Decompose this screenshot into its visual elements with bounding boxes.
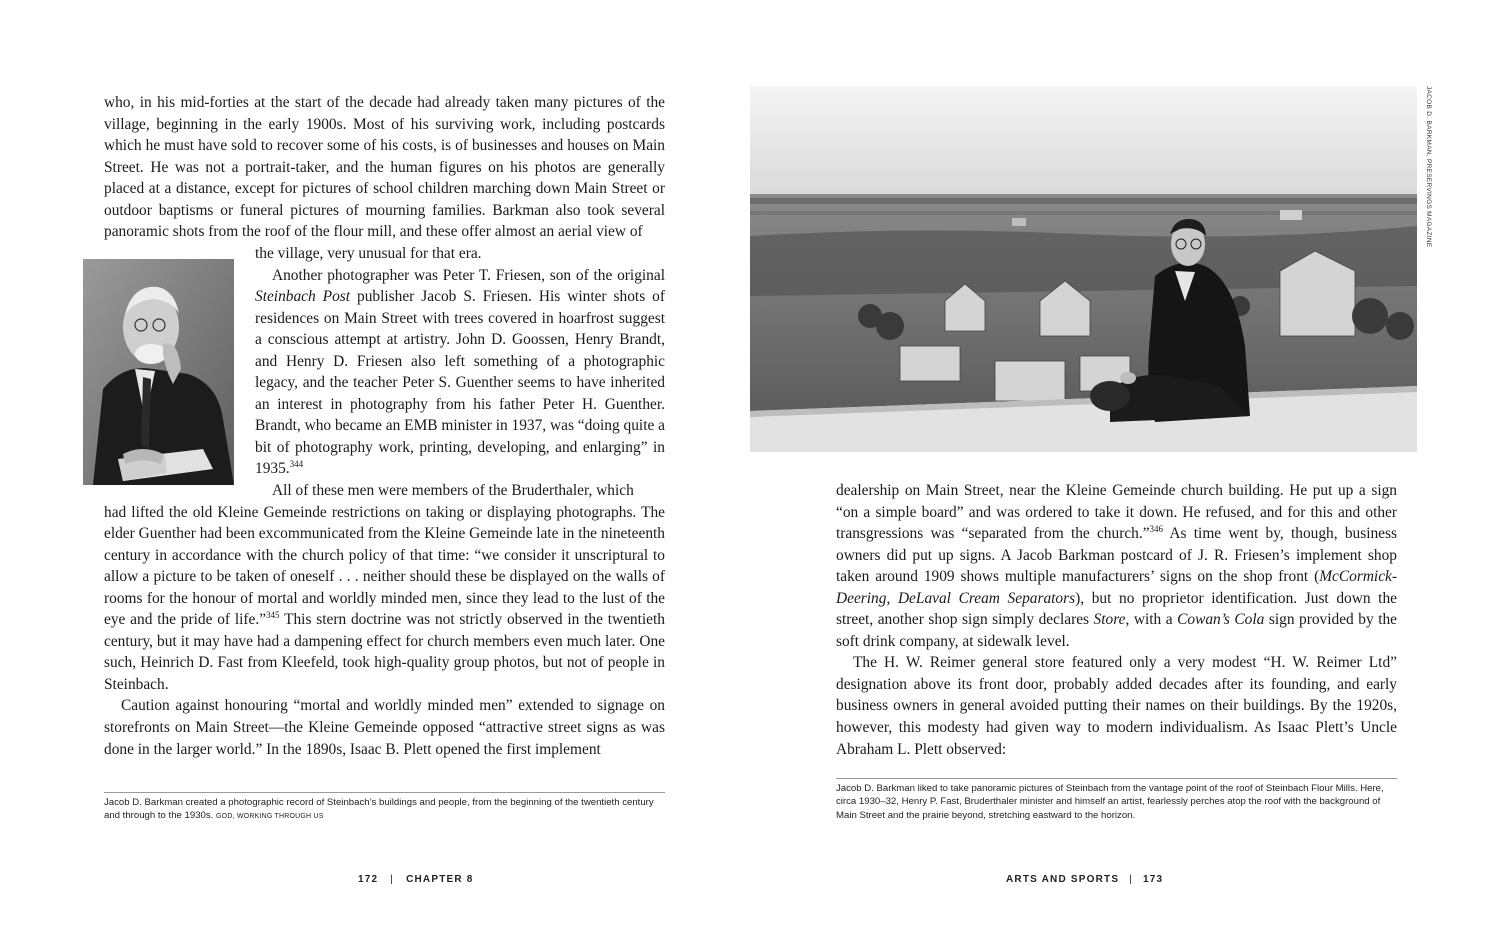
text-run: publisher Jacob S. Friesen. His winter shots of residences on Main Street with trees covered in hoarfrost suggest a conscious attempt at artistry. John D. Goossen, Henry Brandt, and Henry D. Friesen also left something of a photographic legacy, and the teacher Peter S. Guenther seems to have inherited an interest in photography from his father Peter H. Guenther. Brandt, who became an EMB minister in 1937, was “doing quite a bit of photography work, printing, developing, and enlarging” in 1935.	[255, 288, 665, 478]
right-text-block	[836, 480, 1397, 760]
left-caption-rule	[104, 792, 665, 793]
footer-separator: |	[1129, 874, 1133, 885]
portrait-photo-art	[83, 259, 234, 485]
italic-run: DeLaval Cream Separators	[897, 589, 1076, 607]
text-run: ), but no proprietor identification. Just down the street, another shop sign simply declares	[836, 589, 1397, 629]
left-paragraph-1-text: who, in his mid-forties at the start of the decade had already taken many pictures of the village, beginning in the early 1900s. Most of his surviving work, including postcards which he must have sold to recover some of his costs, is of businesses and houses on Main Street. He was not a portrait-taker, and the human figures on his photos are generally placed at a distance, except for pictures of school children marching down Main Street or outdoor baptisms or funeral pictures of mourning families. Barkman also took several panoramic shots from the roof of the flour mill, and these offer almost an aerial view of	[104, 94, 665, 241]
italic-run: McCormick-Deering	[836, 568, 1397, 607]
running-head: ARTS AND SPORTS	[1006, 874, 1120, 885]
text-run: Another photographer was Peter T. Friesen, son of the original	[272, 266, 665, 284]
left-paragraph-1-tail	[255, 243, 665, 265]
left-paragraph-4-text: Caution against honouring “mortal and worldly minded men” extended to signage on storefronts on Main Street—the Kleine Gemeinde opposed “attractive street signs as was done in the larger world.” In the 1890s, Isaac B. Plett opened the first implement	[104, 697, 665, 758]
text-run: As time went by, though, business owners did put up signs. A Jacob Barkman postcard of J. R. Friesen’s implement shop taken around 1909 shows multiple manufacturers’ signs on the shop front (	[836, 525, 1397, 586]
left-caption	[104, 796, 665, 824]
left-paragraph-3-text	[104, 502, 665, 696]
right-paragraph-2-text: The H. W. Reimer general store featured only a very modest “H. W. Reimer Ltd” designation above its front door, probably added decades after its founding, and early business owners in general avoided putting their names on their buildings. By the 1920s, however, this modesty had given way to modern individualism. As Isaac Plett’s Uncle Abraham L. Plett observed:	[836, 654, 1397, 758]
right-footer	[1006, 874, 1163, 885]
italic-run: Steinbach Post	[255, 288, 351, 306]
italic-run: Store	[1093, 611, 1126, 629]
caption-credit: GOD, WORKING THROUGH US	[216, 813, 324, 821]
panorama-photo-rooftop	[750, 86, 1417, 452]
right-caption-rule	[836, 778, 1397, 779]
italic-run: Cowan’s Cola	[1177, 611, 1265, 629]
running-head: CHAPTER 8	[406, 874, 474, 885]
left-paragraph-2	[255, 265, 665, 480]
footnote-ref: 344	[289, 459, 304, 470]
left-paragraph-3	[104, 502, 665, 761]
caption-text: Jacob D. Barkman created a photographic record of Steinbach’s buildings and people, from the beginning of the twentieth century and through to the 1930s.	[104, 797, 654, 822]
right-caption	[836, 782, 1397, 822]
text-run: , with a	[1125, 611, 1178, 629]
photo-credit-vertical	[1418, 86, 1432, 248]
portrait-photo-barkman	[83, 259, 234, 485]
left-paragraph-1	[104, 92, 665, 243]
left-paragraph-3-first	[255, 480, 665, 502]
panorama-photo-art	[750, 86, 1417, 452]
text-run: sign provided by the soft drink company, at sidewalk level.	[836, 611, 1397, 650]
left-paragraph-2-text	[255, 265, 665, 480]
left-paragraph-3-first-text: All of these men were members of the Bruderthaler, which	[272, 482, 634, 499]
left-paragraph-1-tail-text: the village, very unusual for that era.	[255, 245, 482, 262]
left-footer	[358, 874, 474, 885]
caption-text: Jacob D. Barkman liked to take panoramic pictures of Steinbach from the vantage point of the roof of Steinbach Flour Mills. Here, circa 1930–32, Henry P. Fast, Bruderthaler minister and himself an artist, fearlessly perches atop the roof with the background of Main Street and the prairie beyond, stretching eastward to the horizon.	[836, 783, 1384, 821]
right-paragraph-1-text	[836, 480, 1397, 652]
footer-separator: |	[390, 874, 395, 885]
text-run: This stern doctrine was not strictly observed in the twentieth century, but it may have had a dampening effect for church members even much later. One such, Heinrich D. Fast from Kleefeld, took high-quality group photos, but not of people in Steinbach.	[104, 611, 665, 693]
page-number: 173	[1142, 874, 1164, 885]
footnote-ref: 345	[266, 610, 280, 621]
footnote-ref: 346	[1149, 523, 1164, 534]
page-number: 172	[358, 874, 379, 885]
text-run: ,	[886, 589, 898, 607]
text-run: dealership on Main Street, near the Kleine Gemeinde church building. He put up a sign “on a simple board” and was ordered to take it down. He refused, and for this and other transgressions was “separated from the church.”	[836, 482, 1397, 543]
text-run: had lifted the old Kleine Gemeinde restrictions on taking or displaying photographs. The elder Guenther had been excommunicated from the Kleine Gemeinde late in the nineteenth century in accordance with the church policy of that time: “we consider it unscriptural to allow a picture to be taken of oneself . . . neither should these be displayed on the walls of rooms for the honour of mortal and worldly minded men, since they lead to the lust of the eye and the pride of life.”	[104, 503, 665, 629]
photo-credit-text: JACOB D. BARKMAN, PRESERVINGS MAGAZINE	[1425, 86, 1432, 248]
